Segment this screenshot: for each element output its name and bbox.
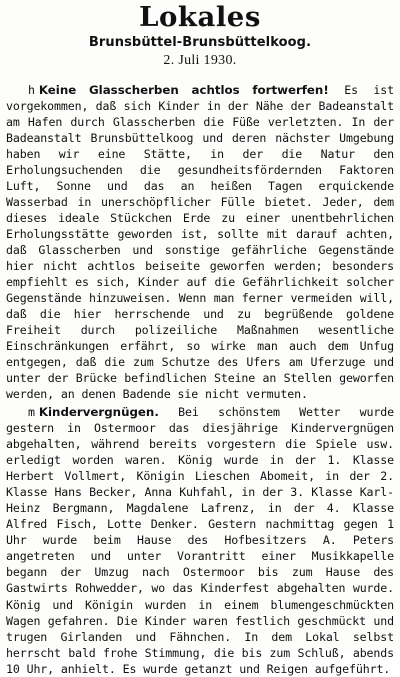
article-paragraph	[6, 82, 394, 402]
article-kindervergnuegen	[6, 404, 394, 676]
author-letter: h	[28, 83, 35, 97]
article-headline: Kindervergnügen.	[38, 405, 159, 420]
place-line: Brunsbüttel-Brunsbüttelkoog.	[88, 35, 312, 50]
date-line: 2. Juli 1930.	[163, 53, 237, 68]
newspaper-clipping	[6, 0, 394, 676]
article-body: Es ist vorgekommen, daß sich Kinder in der Nähe der Badeanstalt am Hafen durch Glasscherben die Füße verletzten. In der Badeanstalt Brunsbüttelkoog und deren nächster Umgebung haben wir eine Stätte, in der die Natur den Erholungsuchenden die gesundheitsfördernden Faktoren Luft, Sonne und das an heißen Tagen erquickende Wasserbad in unerschöpflicher Fülle bietet. Jeder, dem dieses ideale Stückchen Erde zu einer unentbehrlichen Erholungsstätte geworden ist, sollte mit darauf achten, daß Glasscherben und sonstige gefährliche Gegenstände hier nicht achtlos beiseite geworfen werden; besonders empfiehlt es sich, Kinder auf die Gefährlichkeit solcher Gegenstände hinzuweisen. Wenn man ferner vermeiden will, daß die hier herrschende und zu begrüßende goldene Freiheit durch polizeiliche Maßnahmen wesentliche Einschränkungen erfährt, so wirke man auch dem Unfug entgegen, daß die zum Schutze des Ufers am Uferzuge und unter der Brücke befindlichen Steine an Stellen geworfen werden, an denen Badende sie nicht vermuten.	[6, 83, 394, 402]
article-headline: Keine Glasscherben achtlos fortwerfen!	[38, 83, 329, 97]
author-letter: m	[28, 405, 35, 420]
article-glasscherben	[6, 82, 394, 402]
article-paragraph	[6, 404, 394, 676]
section-title: Lokales	[139, 2, 261, 33]
article-body: Bei schönstem Wetter wurde gestern in Ostermoor das diesjährige Kindervergnügen abgehalten, während bereits vorgestern die Spiele usw. erledigt worden waren. König wurde in der 1. Klasse Herbert Vollmert, Königin Lieschen Abomeit, in der 2. Klasse Hans Becker, Anna Kuhfahl, in der 3. Klasse Karl-Heinz Bergmann, Magdalene Lafrenz, in der 4. Klasse Alfred Fisch, Lotte Denker. Gestern nachmittag gegen 1 Uhr wurde beim Hause des Hofbesitzers A. Peters angetreten und unter Vorantritt einer Musikkapelle begann der Umzug nach Ostermoor bis zum Hause des Gastwirts Rohwedder, wo das Kinderfest abgehalten wurde. König und Königin wurden in einem blumengeschmückten Wagen gefahren. Die Kinder waren festlich geschmückt und trugen Girlanden und Fähnchen. In dem Lokal selbst herrscht bald frohe Stimmung, die bis zum Schluß, abends 10 Uhr, anhielt. Es wurde getanzt und Reigen aufgeführt.	[6, 405, 394, 676]
